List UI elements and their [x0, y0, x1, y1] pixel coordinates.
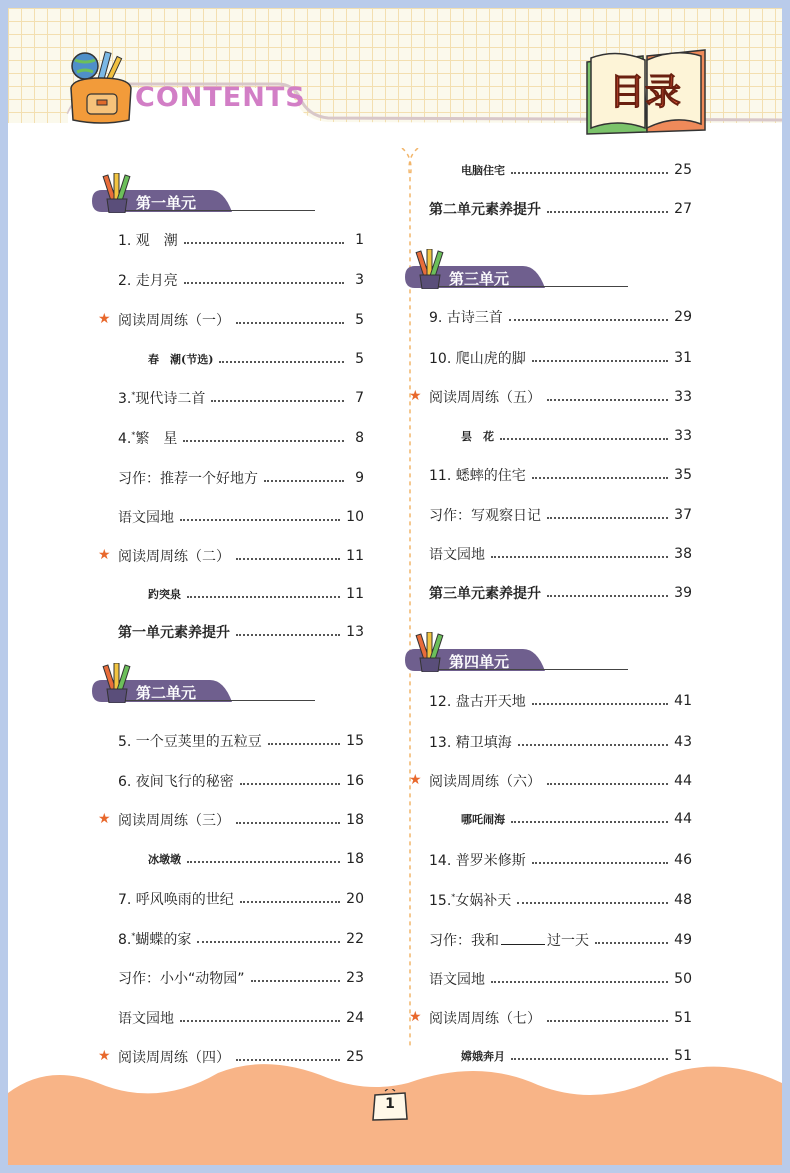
leader-dots: [532, 703, 668, 705]
entry-label: [148, 351, 213, 367]
fill-blank: [501, 932, 545, 945]
star-icon: ★: [409, 772, 422, 788]
entry-label: [118, 230, 178, 250]
optional-mark: *: [451, 892, 456, 902]
entry-label-text: 习作：我和: [429, 933, 499, 949]
entry-label: [429, 969, 485, 989]
entry-label: [118, 889, 234, 909]
toc-entry[interactable]: [118, 622, 364, 642]
leader-dots: [236, 322, 344, 324]
toc-entry[interactable]: [429, 930, 692, 950]
entry-label-text: 阅读周周练（二）: [118, 549, 230, 565]
toc-entry[interactable]: [118, 1008, 364, 1028]
optional-mark: *: [131, 430, 136, 440]
entry-page: 22: [346, 931, 364, 947]
entry-label: [118, 1008, 174, 1028]
entry-label: [118, 468, 258, 488]
entry-label-text: 繁 星: [135, 431, 178, 447]
entry-label-text: 11. 蟋蟀的住宅: [429, 468, 526, 484]
unit-header-u3: [403, 249, 643, 287]
entry-label: [118, 546, 230, 566]
toc-entry[interactable]: [118, 428, 364, 448]
leader-dots: [187, 596, 340, 598]
entry-label-text: 第三单元素养提升: [429, 586, 541, 602]
unit-title: 第一单元: [136, 194, 197, 212]
toc-entry[interactable]: [429, 465, 692, 485]
leader-dots: [240, 783, 340, 785]
entry-page: 8: [355, 430, 364, 446]
leader-dots: [184, 242, 344, 244]
entry-label: [429, 465, 526, 485]
entry-page: 33: [674, 428, 692, 444]
entry-label-text: 第二单元素养提升: [429, 202, 541, 218]
entry-label-text: 9. 古诗三首: [429, 310, 503, 326]
entry-label-text: 语文园地: [429, 972, 485, 988]
entry-page: 18: [346, 851, 364, 867]
toc-entry[interactable]: [118, 929, 364, 949]
entry-page: 25: [674, 162, 692, 178]
entry-label-text: 现代诗二首: [135, 391, 206, 407]
entry-label: [461, 162, 505, 178]
entry-label-text: 嫦娥奔月: [461, 1050, 505, 1063]
leader-dots: [547, 783, 668, 785]
leader-dots: [547, 399, 668, 401]
entry-label-text: 4.: [118, 431, 132, 447]
toc-entry[interactable]: [118, 889, 364, 909]
entry-page: 13: [346, 624, 364, 640]
entry-label-text: 第一单元素养提升: [118, 625, 230, 641]
entry-label: [148, 851, 181, 867]
leader-dots: [595, 942, 668, 944]
toc-entry[interactable]: [429, 969, 692, 989]
entry-page: 10: [346, 509, 364, 525]
pencil-cup-icon: [415, 632, 445, 672]
leader-dots: [268, 743, 340, 745]
entry-label: [429, 583, 541, 603]
leader-dots: [547, 517, 668, 519]
entry-label: [429, 387, 541, 407]
entry-page: 1: [355, 232, 364, 248]
leader-dots: [197, 941, 340, 943]
entry-page: 25: [346, 1049, 364, 1065]
entry-label: [118, 731, 262, 751]
toc-entry[interactable]: [429, 544, 692, 564]
toc-entry[interactable]: [118, 468, 364, 488]
entry-page: 51: [674, 1010, 692, 1026]
toc-entry[interactable]: [429, 348, 692, 368]
toc-entry[interactable]: [429, 890, 692, 910]
entry-label-text: 15.: [429, 893, 452, 909]
leader-dots: [180, 519, 340, 521]
entry-label: [429, 1008, 541, 1028]
toc-entry[interactable]: [148, 584, 364, 604]
entry-page: 43: [674, 734, 692, 750]
toc-entry[interactable]: [461, 426, 692, 446]
toc-entry[interactable]: [118, 388, 364, 408]
star-icon: ★: [98, 311, 111, 327]
leader-dots: [491, 556, 668, 558]
entry-label: [429, 850, 526, 870]
toc-entry[interactable]: [98, 546, 364, 566]
entry-label-text: 3.: [118, 391, 132, 407]
entry-page: 3: [355, 272, 364, 288]
star-icon: ★: [98, 811, 111, 827]
entry-label-text: 14. 普罗米修斯: [429, 853, 526, 869]
toc-entry[interactable]: [409, 1008, 692, 1028]
entry-label: [461, 811, 505, 827]
entry-label: [118, 507, 174, 527]
leader-dots: [517, 902, 668, 904]
optional-mark: *: [131, 931, 136, 941]
toc-entry[interactable]: [429, 850, 692, 870]
entry-page: 20: [346, 891, 364, 907]
leader-dots: [547, 1020, 668, 1022]
entry-page: 18: [346, 812, 364, 828]
entry-label: [148, 586, 181, 602]
leader-dots: [547, 211, 668, 213]
entry-page: 16: [346, 773, 364, 789]
toc-entry[interactable]: [409, 387, 692, 407]
pencil-cup-icon: [415, 249, 445, 289]
entry-label-text: 过一天: [547, 933, 589, 949]
entry-page: 50: [674, 971, 692, 987]
leader-dots: [211, 400, 344, 402]
toc-entry[interactable]: [429, 691, 692, 711]
entry-label-text: 7. 呼风唤雨的世纪: [118, 892, 234, 908]
entry-label-text: 习作：小小“动物园”: [118, 971, 245, 987]
entry-label-text: 蝴蝶的家: [135, 932, 192, 948]
entry-page: 24: [346, 1010, 364, 1026]
toc-entry[interactable]: [118, 270, 364, 290]
entry-page: 11: [346, 548, 364, 564]
toc-entry[interactable]: [409, 771, 692, 791]
unit-title: 第三单元: [449, 270, 510, 288]
entry-label: [429, 544, 485, 564]
leader-dots: [251, 980, 341, 982]
toc-entry[interactable]: [118, 230, 364, 250]
entry-page: 15: [346, 733, 364, 749]
contents-heading: CONTENTS: [135, 82, 306, 113]
entry-label: [118, 270, 178, 290]
toc-entry[interactable]: [148, 349, 364, 369]
entry-page: 48: [674, 892, 692, 908]
toc-entry[interactable]: [429, 732, 692, 752]
entry-label-text: 习作：推荐一个好地方: [118, 471, 258, 487]
entry-label: [429, 890, 511, 910]
leader-dots: [183, 440, 344, 442]
entry-page: 41: [674, 693, 692, 709]
entry-label-text: 2. 走月亮: [118, 273, 178, 289]
open-book-icon: [581, 44, 711, 136]
leader-dots: [236, 634, 340, 636]
unit-header-u4: [403, 632, 643, 670]
entry-page: 31: [674, 350, 692, 366]
entry-label: [118, 428, 177, 448]
star-icon: ★: [98, 1048, 111, 1064]
entry-page: 23: [346, 970, 364, 986]
entry-label: [461, 428, 494, 444]
leader-dots: [500, 438, 668, 440]
entry-page: 33: [674, 389, 692, 405]
toc-entry[interactable]: [118, 771, 364, 791]
entry-label-text: 春 潮(节选): [148, 353, 214, 366]
leader-dots: [236, 558, 340, 560]
entry-label-text: 8.: [118, 932, 132, 948]
leader-dots: [491, 981, 668, 983]
unit-header-u1: [90, 173, 330, 211]
entry-label-text: 阅读周周练（七）: [429, 1011, 541, 1027]
entry-page: 49: [674, 932, 692, 948]
toc-entry[interactable]: [98, 810, 364, 830]
entry-label-text: 10. 爬山虎的脚: [429, 351, 526, 367]
entry-page: 37: [674, 507, 692, 523]
toc-page: [8, 8, 782, 1165]
toc-entry[interactable]: [98, 310, 364, 330]
unit-title: 第四单元: [449, 653, 510, 671]
entry-page: 9: [355, 470, 364, 486]
page-number: 1: [385, 1096, 395, 1112]
leader-dots: [236, 822, 340, 824]
entry-page: 5: [355, 312, 364, 328]
leader-dots: [240, 901, 340, 903]
toc-entry[interactable]: [118, 507, 364, 527]
toc-entry[interactable]: [118, 968, 364, 988]
entry-label: [429, 199, 541, 219]
entry-page: 51: [674, 1048, 692, 1064]
entry-label-text: 女娲补天: [455, 893, 512, 909]
entry-label-text: 12. 盘古开天地: [429, 694, 526, 710]
entry-label-text: 哪吒闹海: [461, 813, 505, 826]
entry-label-text: 阅读周周练（一）: [118, 313, 230, 329]
toc-entry[interactable]: [429, 199, 692, 219]
leader-dots: [264, 480, 344, 482]
leader-dots: [532, 862, 668, 864]
entry-page: 29: [674, 309, 692, 325]
leader-dots: [532, 477, 668, 479]
star-icon: ★: [98, 547, 111, 563]
toc-entry[interactable]: [461, 160, 692, 180]
entry-label: [429, 930, 589, 950]
entry-label: [118, 968, 245, 988]
unit-header-u2: [90, 663, 330, 701]
leader-dots: [509, 319, 668, 321]
entry-page: 39: [674, 585, 692, 601]
entry-label-text: 趵突泉: [148, 588, 181, 601]
entry-label: [118, 310, 230, 330]
leader-dots: [518, 744, 668, 746]
entry-label-text: 冰墩墩: [148, 853, 181, 866]
entry-label-text: 阅读周周练（五）: [429, 390, 541, 406]
leader-dots: [184, 282, 344, 284]
star-icon: ★: [409, 1009, 422, 1025]
entry-label-text: 昙 花: [461, 430, 494, 443]
entry-label: [429, 732, 512, 752]
toc-entry[interactable]: [429, 583, 692, 603]
entry-page: 11: [346, 586, 364, 602]
entry-label-text: 6. 夜间飞行的秘密: [118, 774, 234, 790]
entry-label: [118, 771, 234, 791]
entry-label: [429, 307, 503, 327]
toc-entry[interactable]: [429, 307, 692, 327]
entry-label: [429, 505, 541, 525]
pencil-cup-icon: [102, 663, 132, 703]
leader-dots: [187, 861, 340, 863]
entry-label-text: 阅读周周练（三）: [118, 813, 230, 829]
leader-dots: [180, 1020, 340, 1022]
pencil-cup-icon: [102, 173, 132, 213]
entry-label-text: 电脑住宅: [461, 164, 505, 177]
entry-label: [429, 348, 526, 368]
entry-label-text: 语文园地: [118, 510, 174, 526]
leader-dots: [511, 172, 668, 174]
leader-dots: [532, 360, 668, 362]
entry-label: [118, 929, 191, 949]
entry-label-text: 5. 一个豆荚里的五粒豆: [118, 734, 262, 750]
toc-entry[interactable]: [461, 809, 692, 829]
entry-page: 46: [674, 852, 692, 868]
entry-label: [429, 771, 541, 791]
leader-dots: [547, 595, 668, 597]
entry-label: [118, 388, 205, 408]
entry-label: [118, 810, 230, 830]
star-icon: ★: [409, 388, 422, 404]
leader-dots: [511, 821, 668, 823]
toc-entry[interactable]: [429, 505, 692, 525]
entry-page: 38: [674, 546, 692, 562]
entry-page: 44: [674, 773, 692, 789]
entry-page: 5: [355, 351, 364, 367]
entry-label: [118, 622, 230, 642]
toc-entry[interactable]: [118, 731, 364, 751]
entry-label-text: 13. 精卫填海: [429, 735, 512, 751]
entry-label: [429, 691, 526, 711]
entry-page: 27: [674, 201, 692, 217]
entry-label-text: 阅读周周练（四）: [118, 1050, 230, 1066]
optional-mark: *: [131, 390, 136, 400]
entry-label-text: 阅读周周练（六）: [429, 774, 541, 790]
toc-entry[interactable]: [148, 849, 364, 869]
entry-label-text: 语文园地: [429, 547, 485, 563]
book-title: 目录: [608, 72, 682, 113]
entry-page: 7: [355, 390, 364, 406]
entry-page: 44: [674, 811, 692, 827]
leader-dots: [219, 361, 344, 363]
entry-label-text: 习作：写观察日记: [429, 508, 541, 524]
unit-title: 第二单元: [136, 684, 197, 702]
entry-page: 35: [674, 467, 692, 483]
entry-label-text: 语文园地: [118, 1011, 174, 1027]
entry-label-text: 1. 观 潮: [118, 233, 178, 249]
schoolbag-icon: [63, 48, 139, 126]
